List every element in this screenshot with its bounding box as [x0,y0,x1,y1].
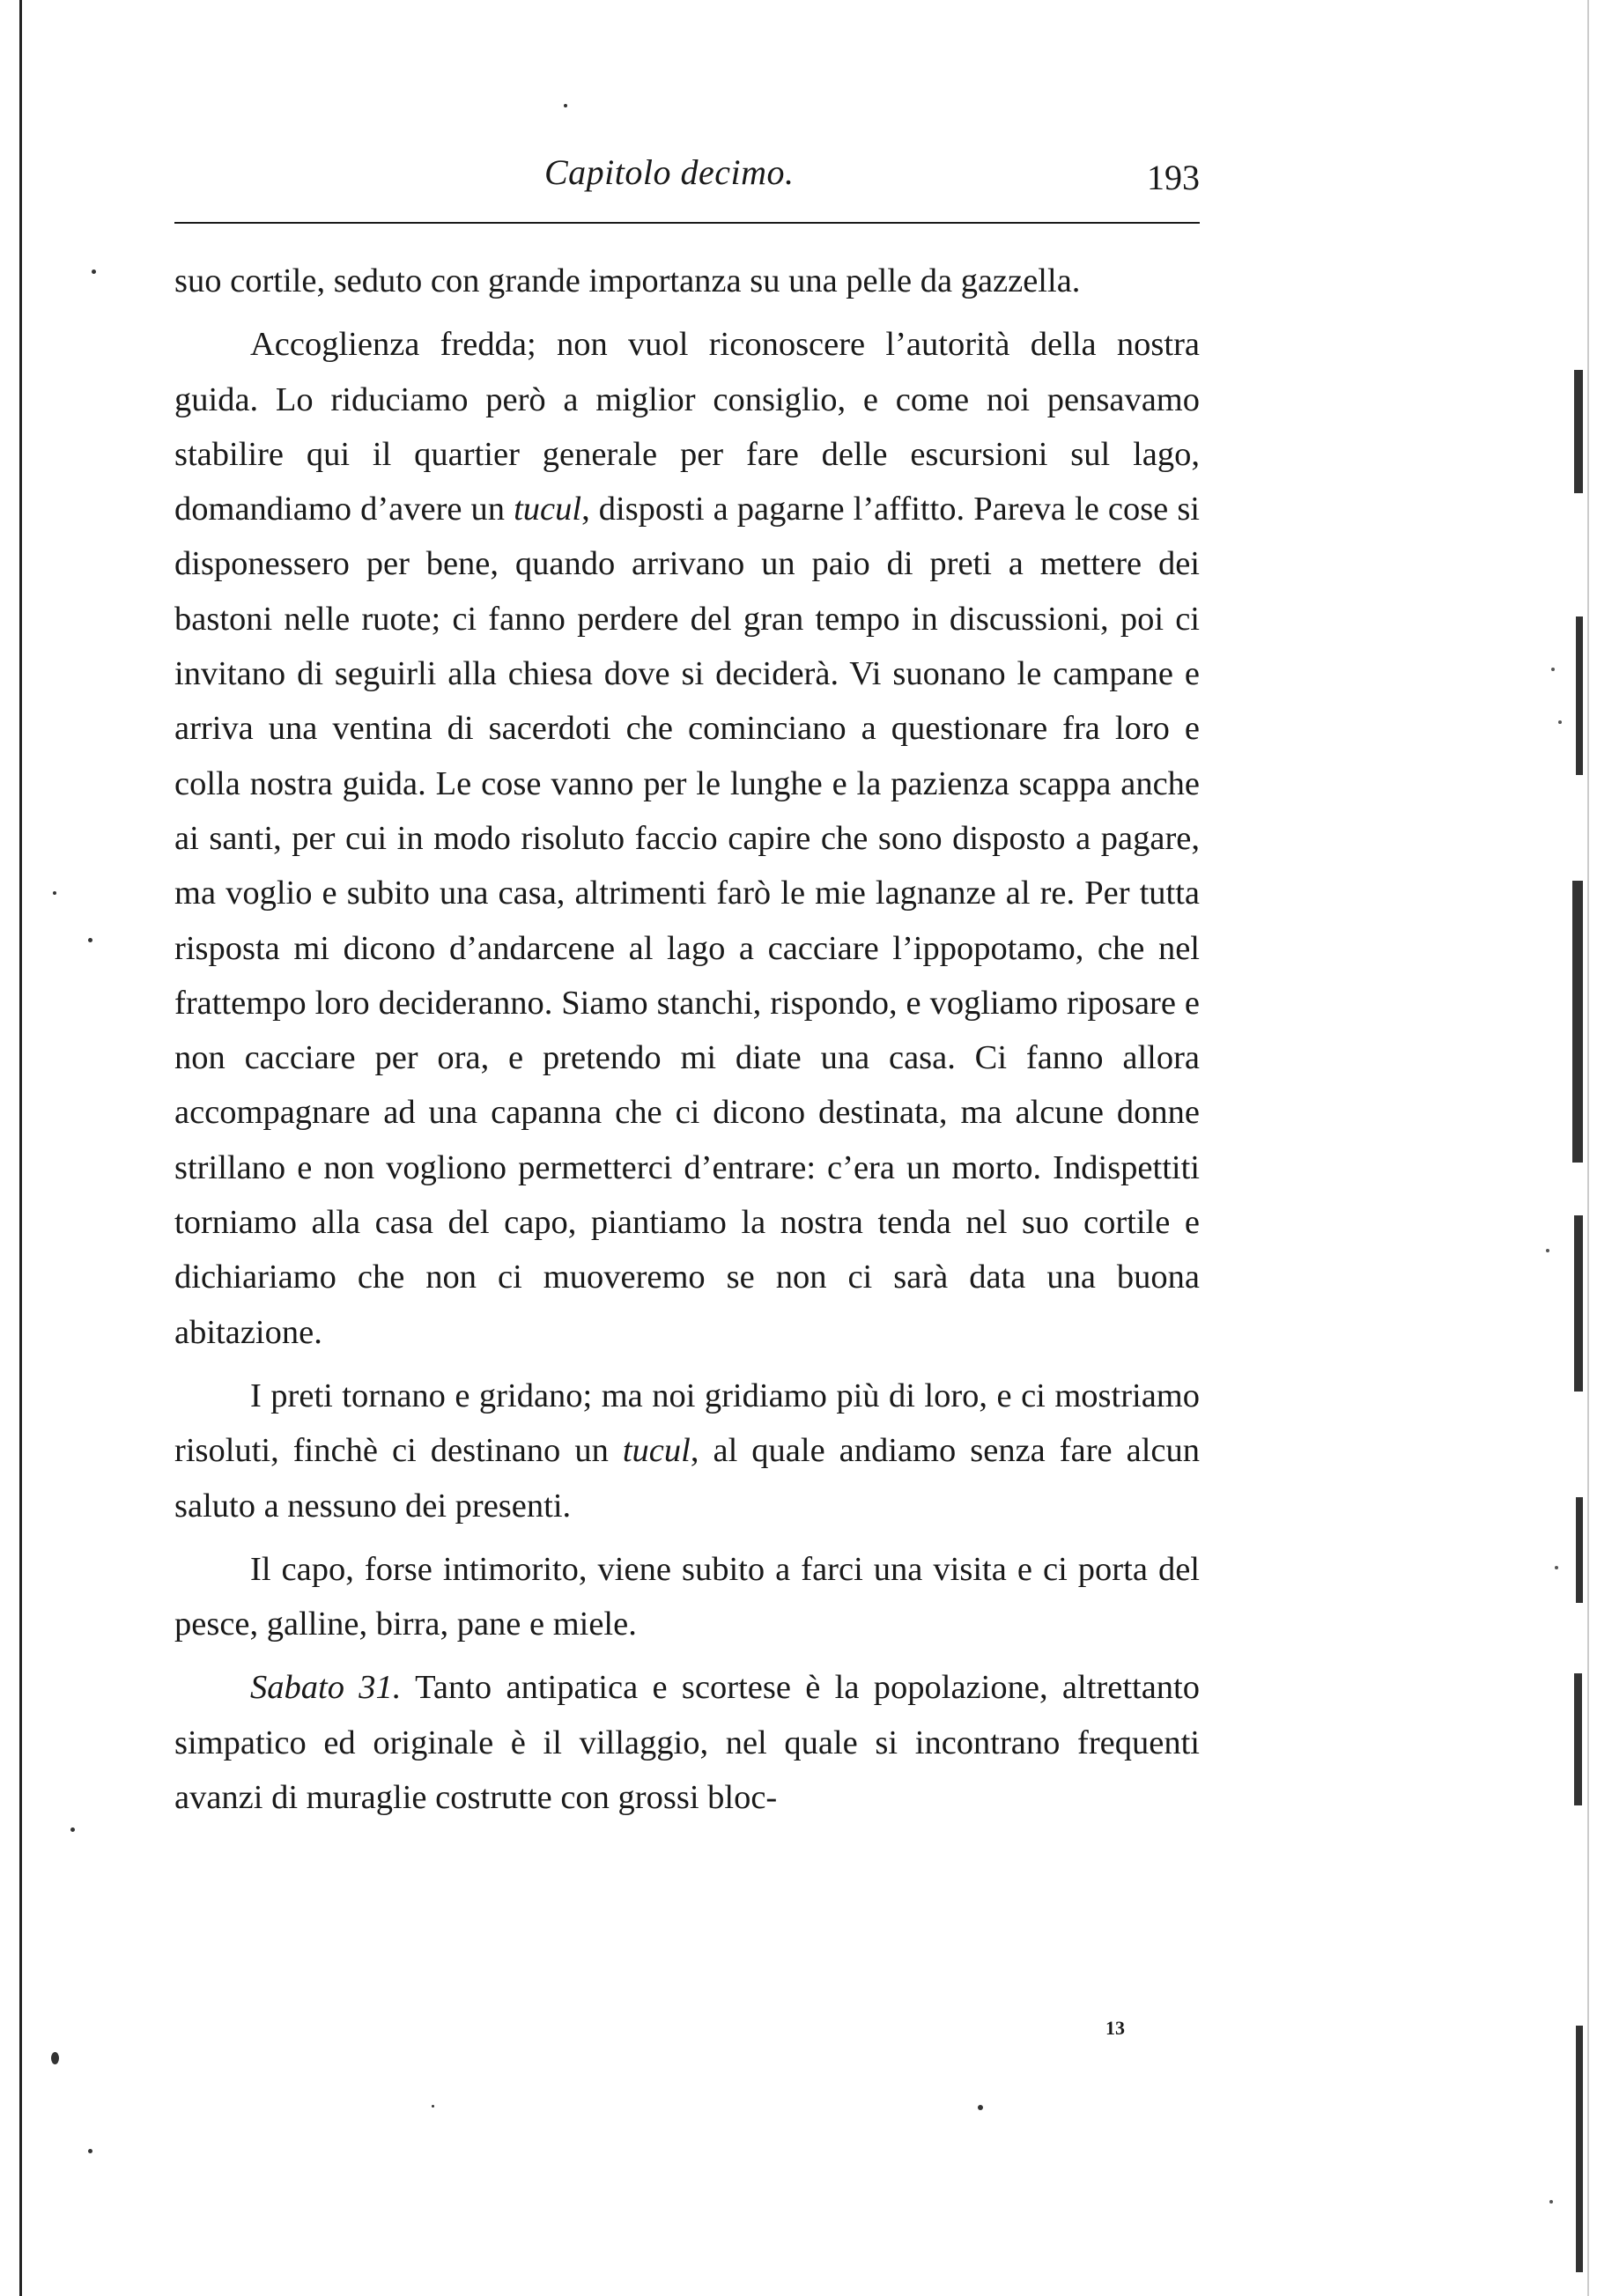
body-text [174,254,1200,1825]
text-run: Il capo, forse intimorito, viene subito a farci una visita e ci porta del pesce, galline, birra, pane e miele. [174,1550,1200,1643]
paragraph [174,254,1200,308]
scan-speck [978,2105,983,2110]
running-head [174,151,1200,213]
scan-speck [432,2105,434,2108]
scan-speck [70,1827,75,1832]
text-run: I preti tornano e gridano; ma noi gridiamo più di loro, e ci mostriamo risoluti, finchè ci destinano un [174,1377,1200,1470]
paragraph [174,317,1200,1360]
scan-speck [51,2052,59,2064]
text-run: suo cortile, seduto con grande importanza su una pelle da gazzella. [174,262,1081,299]
scan-speck [564,104,567,107]
paragraph [174,1660,1200,1825]
italic-text: Sabato 31. [250,1669,402,1707]
paragraph [174,1369,1200,1533]
scan-speck [88,2149,92,2153]
italic-text: tucul [514,491,582,528]
paragraph [174,1542,1200,1652]
text-run: , disposti a pagarne l’affitto. Pareva le cose si disponessero per bene, quando arrivano un paio di preti a mettere dei bastoni nelle ruote; ci fanno perdere del gran tempo in discussioni, poi ci invitano di seguirli alla chiesa dove si deciderà. Vi suonano le campane e arriva una ventina di sacerdoti che cominciano a questionare fra loro e colla nostra guida. Le cose vanno per le lunghe e la pazienza scappa anche ai santi, per cui in modo risoluto faccio capire che sono disposto a pagare, ma voglio e subito una casa, altrimenti farò le mie lagnanze al re. Per tutta risposta mi dicono d’andarcene al lago a cacciare l’ippopotamo, che nel frattempo loro decideranno. Siamo stanchi, rispondo, e vogliamo riposare e non cacciare per ora, e pretendo mi diate una casa. Ci fanno allora accompagnare ad una capanna che ci dicono destinata, ma alcune donne strillano e non vogliono permetterci d’entrare: c’era un morto. Indispettiti torniamo alla casa del capo, piantiamo la nostra tenda nel suo cortile e dichiariamo che non ci muoveremo se non ci sarà data una buona abitazione. [174,491,1200,1351]
text-run: Accoglienza fredda; non vuol riconoscere l’autorità della nostra guida. Lo riduciamo però a miglior consiglio, e come noi pensavamo stabilire qui il quartier generale per fare delle escursioni sul lago, domandiamo d’avere un [174,326,1200,528]
binding-edge [19,0,22,2296]
page-number: 193 [1147,158,1200,197]
header-rule [174,222,1200,224]
italic-text: tucul [622,1432,691,1470]
scan-speck [92,269,96,274]
signature-mark: 13 [1105,2017,1125,2039]
scan-speck [88,938,92,942]
running-title: Capitolo decimo. [544,152,795,192]
scan-gutter-noise [1535,0,1597,2296]
scan-speck [53,891,56,895]
text-run: Tanto antipatica e scortese è la popolazione, altrettanto simpatico ed originale è il villaggio, nel quale si incontrano frequenti avanzi di muraglie costrutte con grossi bloc- [174,1669,1200,1817]
text-run: , al quale andiamo senza fare alcun saluto a nessuno dei presenti. [174,1432,1201,1525]
